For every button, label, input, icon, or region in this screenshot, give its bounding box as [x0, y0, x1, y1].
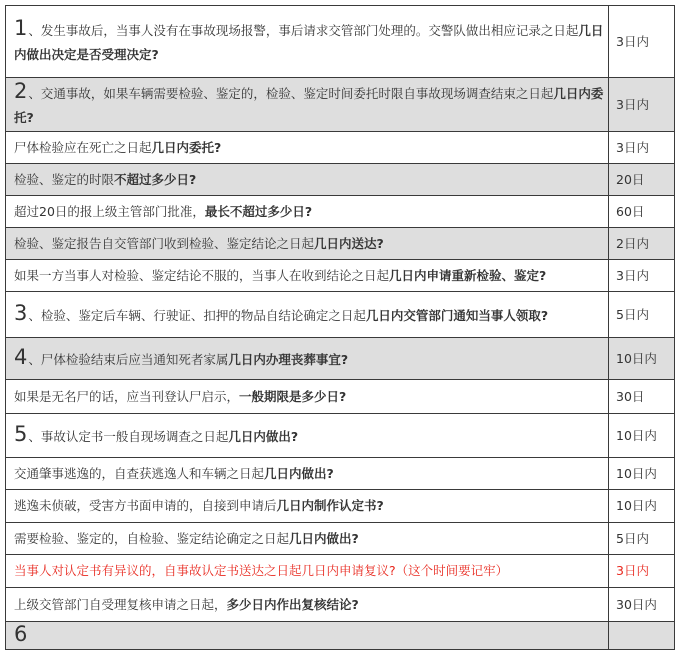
- answer-cell: 60日: [609, 196, 675, 228]
- question-emphasis: 几日内制作认定书?: [276, 498, 384, 513]
- table-row: [6, 228, 675, 260]
- question-emphasis: 最长不超过多少日?: [204, 203, 313, 219]
- answer-cell: 10日内: [609, 338, 675, 380]
- table-row: [6, 260, 675, 292]
- question-emphasis: 几日内申请重新检验、鉴定?: [389, 267, 547, 283]
- table-row: [6, 338, 675, 380]
- question-cell: [6, 523, 609, 555]
- table-row: [6, 555, 675, 588]
- question-emphasis: 几日内交管部门通知当事人领取?: [365, 308, 549, 323]
- table-row: [6, 490, 675, 523]
- question-cell: [6, 6, 609, 78]
- question-text: 、发生事故后，当事人没有在事故现场报警，事后请求交管部门处理的。交警队做出相应记录之日起: [28, 23, 579, 38]
- question-cell: [6, 132, 609, 164]
- answer-cell: 20日: [609, 164, 675, 196]
- question-cell: [6, 228, 609, 260]
- table-row: [6, 78, 675, 132]
- table-row: [6, 6, 675, 78]
- item-number: 2: [14, 79, 28, 103]
- table-row: [6, 292, 675, 338]
- question-cell: [6, 380, 609, 414]
- answer-cell: 10日内: [609, 458, 675, 490]
- answer-cell: 3日内: [609, 555, 675, 588]
- question-cell: [6, 555, 609, 588]
- question-emphasis: 几日内送达?: [314, 235, 384, 251]
- question-cell: [6, 490, 609, 523]
- question-emphasis: 几日内做出?: [228, 429, 299, 444]
- answer-cell: [609, 622, 675, 650]
- question-emphasis: 一般期限是多少日?: [239, 388, 347, 404]
- answer-cell: 3日内: [609, 6, 675, 78]
- question-emphasis: 几日内做出决定是否受理决定?: [14, 23, 604, 62]
- answer-cell: 30日内: [609, 588, 675, 622]
- question-emphasis: 几日内做出?: [289, 530, 359, 546]
- answer-cell: 5日内: [609, 523, 675, 555]
- question-cell: [6, 588, 609, 622]
- question-text: 尸体检验应在死亡之日起: [14, 139, 152, 155]
- question-emphasis: 不超过多少日?: [114, 171, 197, 187]
- question-text: 如果一方当事人对检验、鉴定结论不服的，当事人在收到结论之日起: [14, 267, 390, 283]
- faq-table: [5, 5, 675, 650]
- answer-cell: 2日内: [609, 228, 675, 260]
- question-text: 、检验、鉴定后车辆、行驶证、扣押的物品自结论确定之日起: [28, 308, 366, 323]
- question-text: 检验、鉴定报告自交管部门收到检验、鉴定结论之日起: [14, 235, 315, 251]
- table-row: [6, 380, 675, 414]
- question-text: 如果是无名尸的话，应当刊登认尸启示，: [14, 388, 240, 404]
- answer-cell: 5日内: [609, 292, 675, 338]
- question-text: 、交通事故，如果车辆需要检验、鉴定的，检验、鉴定时间委托时限自事故现场调查结束之日起: [28, 86, 554, 101]
- question-text: 超过20日的报上级主管部门批准，: [14, 203, 205, 219]
- question-emphasis: 几日内委托?: [151, 139, 222, 155]
- table-row: [6, 414, 675, 458]
- item-number: 3: [14, 301, 28, 325]
- question-cell: [6, 458, 609, 490]
- question-text: 逃逸未侦破，受害方书面申请的，自接到申请后: [14, 498, 277, 513]
- item-number: 6: [14, 622, 28, 646]
- question-cell: [6, 414, 609, 458]
- item-number: 5: [14, 422, 28, 446]
- question-cell: [6, 164, 609, 196]
- question-text: 交通肇事逃逸的，自查获逃逸人和车辆之日起: [14, 465, 265, 481]
- question-cell: [6, 78, 609, 132]
- question-text: 当事人对认定书有异议的，自事故认定书送达之日起几日内申请复议?（这个时间要记牢）: [14, 563, 509, 578]
- table-row: [6, 132, 675, 164]
- answer-cell: 3日内: [609, 78, 675, 132]
- question-cell: [6, 196, 609, 228]
- question-cell: [6, 260, 609, 292]
- faq-table-body: [6, 6, 675, 650]
- answer-cell: 3日内: [609, 132, 675, 164]
- question-cell: [6, 338, 609, 380]
- question-text: 、尸体检验结束后应当通知死者家属: [28, 352, 229, 367]
- question-emphasis: 几日内委托?: [14, 86, 604, 125]
- question-text: 检验、鉴定的时限: [14, 171, 115, 187]
- table-row: [6, 164, 675, 196]
- answer-cell: 10日内: [609, 490, 675, 523]
- table-row: [6, 523, 675, 555]
- item-number: 1: [14, 16, 28, 40]
- answer-cell: 3日内: [609, 260, 675, 292]
- question-emphasis: 几日内做出?: [264, 465, 334, 481]
- question-emphasis: 几日内办理丧葬事宜?: [228, 352, 349, 367]
- table-row: [6, 458, 675, 490]
- answer-cell: 30日: [609, 380, 675, 414]
- question-emphasis: 多少日内作出复核结论?: [226, 596, 359, 612]
- question-text: 上级交管部门自受理复核申请之日起，: [14, 596, 227, 612]
- table-row: [6, 588, 675, 622]
- question-text: 、事故认定书一般自现场调查之日起: [28, 429, 229, 444]
- question-cell: [6, 292, 609, 338]
- item-number: 4: [14, 345, 28, 369]
- table-row: [6, 622, 675, 650]
- answer-cell: 10日内: [609, 414, 675, 458]
- table-row: [6, 196, 675, 228]
- question-text: 需要检验、鉴定的，自检验、鉴定结论确定之日起: [14, 530, 290, 546]
- question-cell: [6, 622, 609, 650]
